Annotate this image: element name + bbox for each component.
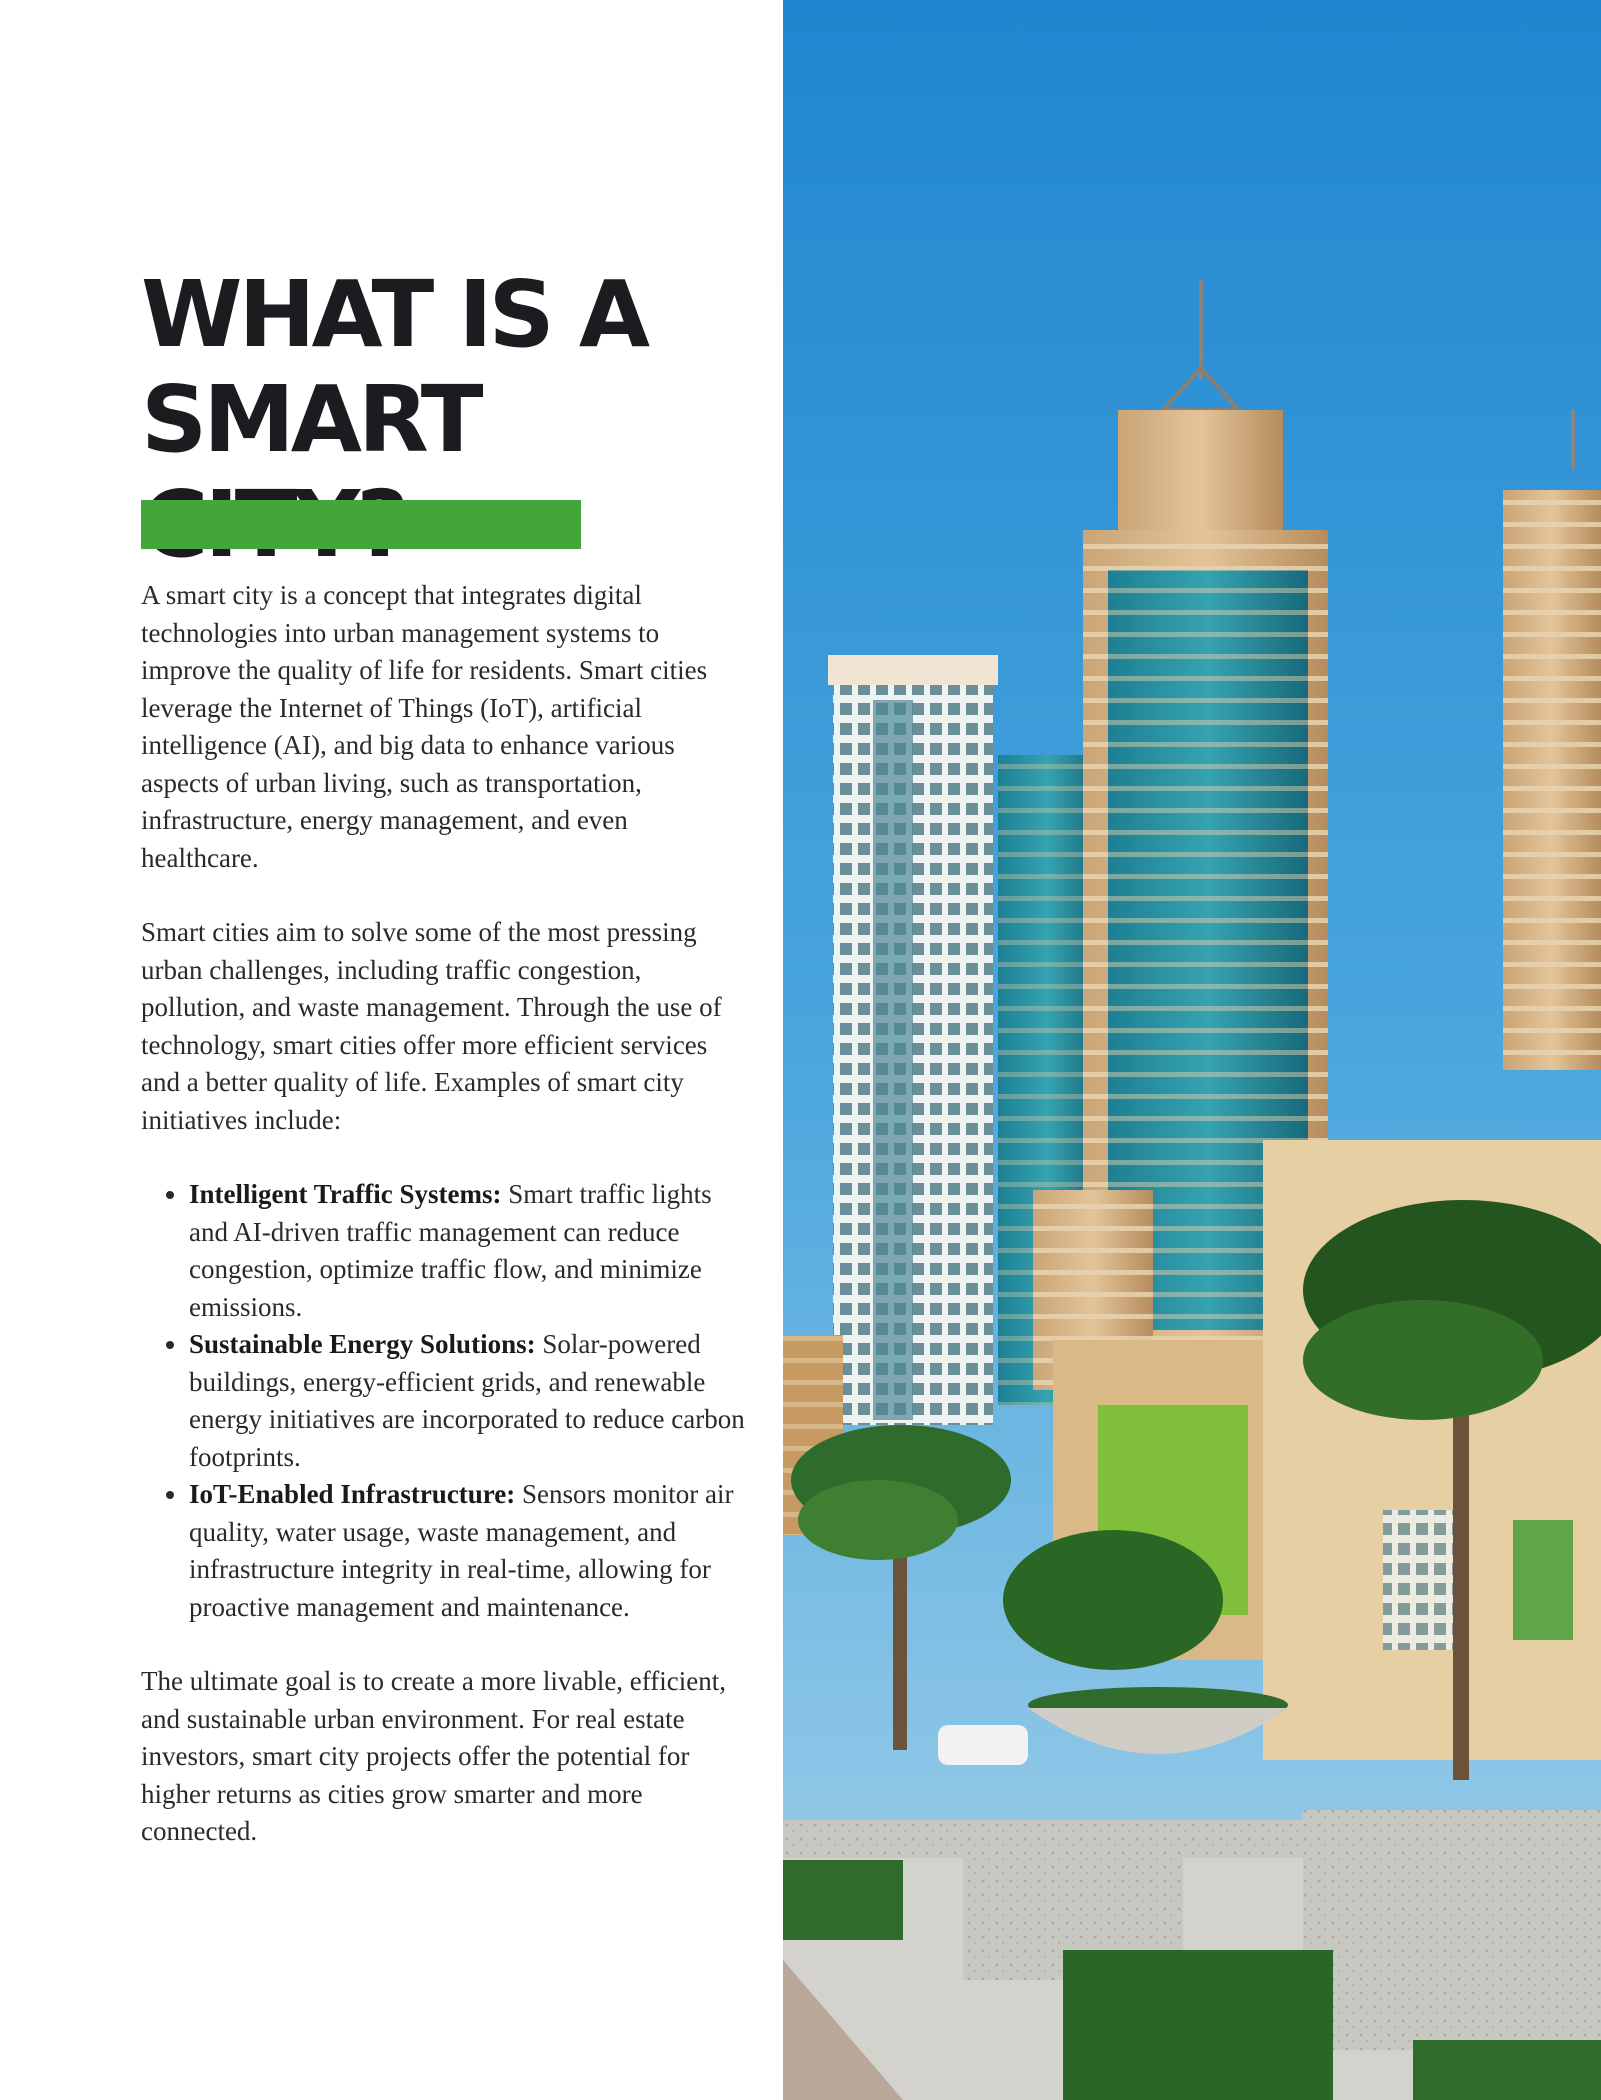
list-item — [189, 1476, 751, 1626]
list-item — [189, 1176, 751, 1326]
stone-walls — [783, 1810, 1601, 2100]
intro-paragraph: A smart city is a concept that integrates digital technologies into urban management systems to improve the quality of life for residents. Smart cities leverage the Internet of Things (IoT), artificial intelligence (AI), and big data to enhance various aspects of urban living, such as transportation, infrastructure, energy management, and even healthcare. — [141, 580, 708, 873]
accent-bar — [141, 500, 581, 549]
right-tower — [1503, 410, 1601, 1070]
white-tower — [828, 655, 998, 1425]
parked-car — [938, 1725, 1028, 1765]
list-item-text: Solar-powered buildings, energy-efficient grids, and renewable energy initiatives are incorporated to reduce carbon footprints. — [189, 1329, 745, 1472]
list-item-text: Sensors monitor air quality, water usage, waste management, and infrastructure integrity in real-time, allowing for proactive management and maintenance. — [189, 1479, 734, 1622]
list-item-term: Sustainable Energy Solutions: — [189, 1329, 536, 1359]
list-item — [189, 1326, 751, 1476]
list-item-text: Smart traffic lights and AI-driven traffic management can reduce congestion, optimize traffic flow, and minimize emissions. — [189, 1179, 712, 1322]
article-body — [141, 577, 751, 1851]
title-line-2: SMART — [141, 366, 480, 473]
title-line-1: WHAT IS A — [141, 261, 647, 368]
text-column — [0, 0, 783, 2100]
list-item-term: IoT-Enabled Infrastructure: — [189, 1479, 516, 1509]
closing-paragraph: The ultimate goal is to create a more livable, efficient, and sustainable urban environment. For real estate investors, smart city projects offer the potential for higher returns as cities grow smarter and more connected. — [141, 1666, 727, 1846]
list-item-term: Intelligent Traffic Systems: — [189, 1179, 502, 1209]
challenges-paragraph: Smart cities aim to solve some of the most pressing urban challenges, including traffic congestion, pollution, and waste management. Through the use of technology, smart cities offer more efficient services and a better quality of life. Examples of smart city initiatives include: — [141, 917, 722, 1135]
city-skyline-photo — [783, 0, 1601, 2100]
initiatives-list — [141, 1176, 751, 1626]
